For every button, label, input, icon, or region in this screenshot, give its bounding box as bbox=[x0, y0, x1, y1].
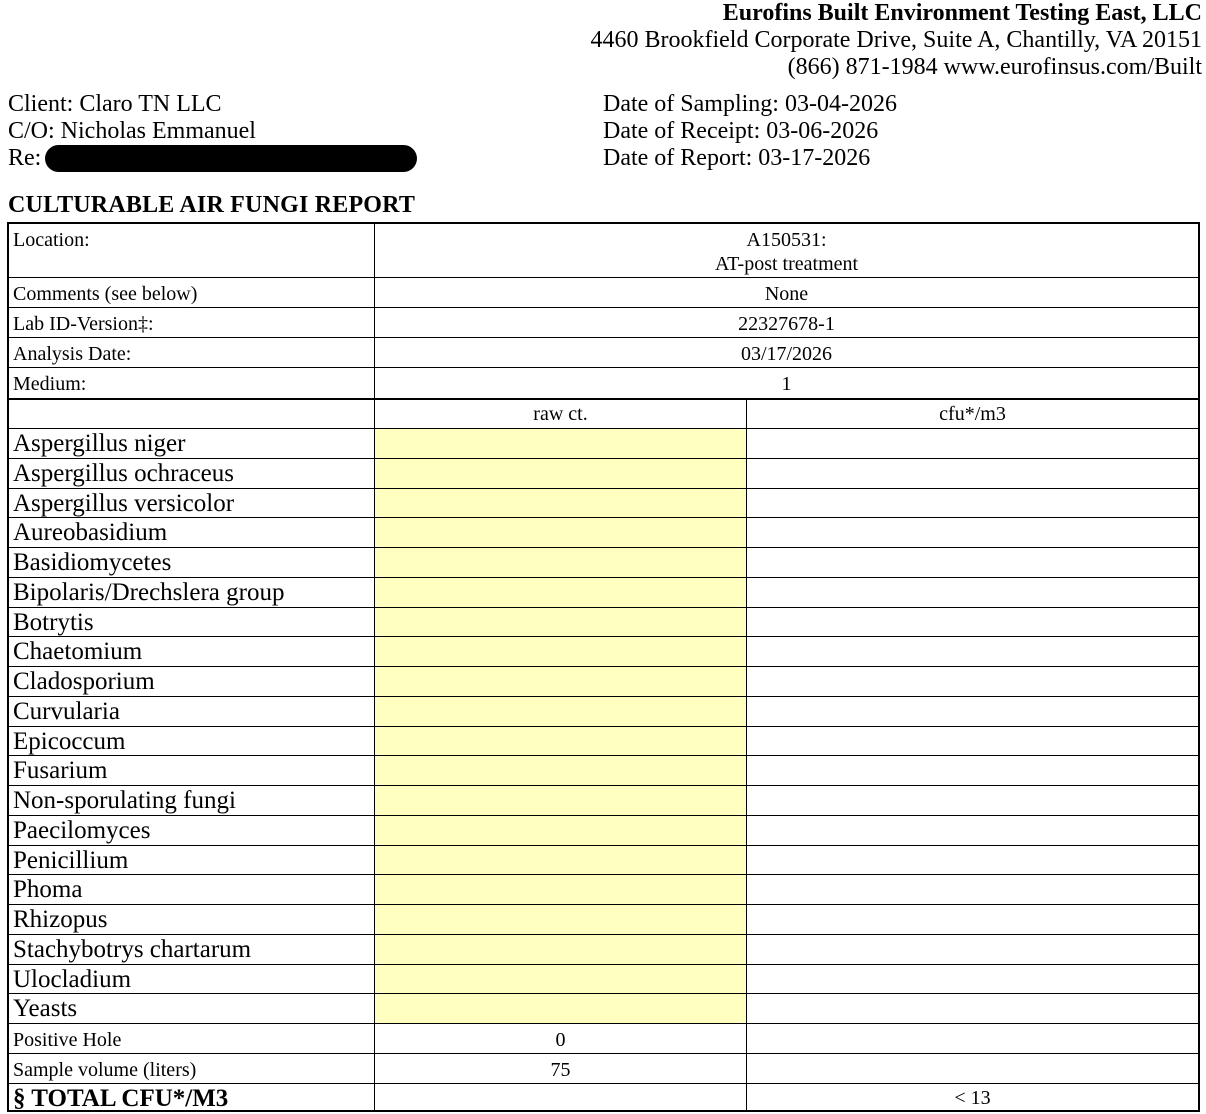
organism-row bbox=[9, 548, 1198, 578]
organism-raw-count bbox=[375, 637, 747, 666]
date-of-receipt: Date of Receipt: 03-06-2026 bbox=[603, 118, 879, 144]
organism-name: Fusarium bbox=[9, 756, 375, 785]
total-label: § TOTAL CFU*/M3 bbox=[9, 1084, 375, 1110]
raw-count-header: raw ct. bbox=[375, 400, 747, 428]
comments-value: None bbox=[764, 283, 809, 305]
lab-id-label: Lab ID-Version‡: bbox=[9, 308, 375, 337]
organism-name: Chaetomium bbox=[9, 637, 375, 666]
organism-row bbox=[9, 429, 1198, 459]
organism-cfu bbox=[747, 429, 1198, 458]
organism-cfu bbox=[747, 518, 1198, 547]
sample-volume-row bbox=[9, 1054, 1198, 1084]
organism-cfu bbox=[747, 667, 1198, 696]
column-header-blank bbox=[9, 400, 375, 428]
re-line bbox=[8, 145, 417, 172]
organism-row bbox=[9, 697, 1198, 727]
organism-raw-count bbox=[375, 608, 747, 637]
organism-name: Cladosporium bbox=[9, 667, 375, 696]
organism-cfu bbox=[747, 697, 1198, 726]
organism-name: Aureobasidium bbox=[9, 518, 375, 547]
medium-label: Medium: bbox=[9, 368, 375, 398]
organism-name: Aspergillus niger bbox=[9, 429, 375, 458]
sample-volume-cfu bbox=[747, 1054, 1198, 1083]
organism-raw-count bbox=[375, 489, 747, 518]
comments-row bbox=[9, 278, 1198, 308]
organism-cfu bbox=[747, 608, 1198, 637]
organism-row bbox=[9, 727, 1198, 757]
organism-raw-count bbox=[375, 786, 747, 815]
organism-raw-count bbox=[375, 667, 747, 696]
organism-raw-count bbox=[375, 994, 747, 1023]
re-label: Re: bbox=[8, 145, 42, 171]
organism-row bbox=[9, 875, 1198, 905]
organism-raw-count bbox=[375, 548, 747, 577]
organism-raw-count bbox=[375, 875, 747, 904]
organism-name: Paecilomyces bbox=[9, 816, 375, 845]
organism-row bbox=[9, 994, 1198, 1024]
organism-cfu bbox=[747, 816, 1198, 845]
organism-cfu bbox=[747, 875, 1198, 904]
organism-raw-count bbox=[375, 905, 747, 934]
location-label: Location: bbox=[9, 224, 375, 277]
organism-cfu bbox=[747, 578, 1198, 607]
organism-raw-count bbox=[375, 965, 747, 994]
organism-cfu bbox=[747, 994, 1198, 1023]
organism-row bbox=[9, 489, 1198, 519]
column-header-row bbox=[9, 400, 1198, 429]
comments-label: Comments (see below) bbox=[9, 278, 375, 307]
medium-value: 1 bbox=[781, 373, 792, 395]
lab-address: 4460 Brookfield Corporate Drive, Suite A, Chantilly, VA 20151 bbox=[590, 27, 1202, 53]
organism-cfu bbox=[747, 756, 1198, 785]
organism-row bbox=[9, 965, 1198, 995]
redaction-bar bbox=[45, 145, 417, 172]
lab-contact: (866) 871-1984 www.eurofinsus.com/Built bbox=[787, 54, 1202, 80]
organism-row bbox=[9, 756, 1198, 786]
organism-name: Stachybotrys chartarum bbox=[9, 935, 375, 964]
organism-row bbox=[9, 905, 1198, 935]
organism-name: Non-sporulating fungi bbox=[9, 786, 375, 815]
organism-row bbox=[9, 935, 1198, 965]
organism-name: Phoma bbox=[9, 875, 375, 904]
organism-raw-count bbox=[375, 727, 747, 756]
organism-cfu bbox=[747, 548, 1198, 577]
report-title: CULTURABLE AIR FUNGI REPORT bbox=[8, 192, 416, 218]
organism-name: Penicillium bbox=[9, 846, 375, 875]
organism-raw-count bbox=[375, 846, 747, 875]
organism-cfu bbox=[747, 637, 1198, 666]
organism-row bbox=[9, 846, 1198, 876]
organism-raw-count bbox=[375, 518, 747, 547]
organism-row bbox=[9, 667, 1198, 697]
organism-name: Aspergillus ochraceus bbox=[9, 459, 375, 488]
organism-raw-count bbox=[375, 578, 747, 607]
organism-cfu bbox=[747, 935, 1198, 964]
organism-row bbox=[9, 816, 1198, 846]
lab-id-value: 22327678-1 bbox=[738, 313, 835, 335]
organism-name: Rhizopus bbox=[9, 905, 375, 934]
organism-name: Curvularia bbox=[9, 697, 375, 726]
organism-name: Basidiomycetes bbox=[9, 548, 375, 577]
organism-cfu bbox=[747, 459, 1198, 488]
organism-raw-count bbox=[375, 756, 747, 785]
total-row bbox=[9, 1084, 1198, 1110]
positive-hole-cfu bbox=[747, 1024, 1198, 1053]
organism-name: Ulocladium bbox=[9, 965, 375, 994]
organism-cfu bbox=[747, 905, 1198, 934]
client-line: Client: Claro TN LLC bbox=[8, 91, 222, 117]
organism-cfu bbox=[747, 786, 1198, 815]
organism-name: Epicoccum bbox=[9, 727, 375, 756]
analysis-date-value: 03/17/2026 bbox=[740, 343, 833, 365]
medium-row bbox=[9, 368, 1198, 400]
co-line: C/O: Nicholas Emmanuel bbox=[8, 118, 256, 144]
organism-raw-count bbox=[375, 816, 747, 845]
organism-raw-count bbox=[375, 429, 747, 458]
organism-row bbox=[9, 578, 1198, 608]
analysis-date-row bbox=[9, 338, 1198, 368]
organism-cfu bbox=[747, 727, 1198, 756]
dates-block bbox=[603, 91, 897, 172]
cfu-header: cfu*/m3 bbox=[939, 403, 1006, 425]
location-row bbox=[9, 224, 1198, 278]
positive-hole-label: Positive Hole bbox=[9, 1024, 375, 1053]
organism-name: Botrytis bbox=[9, 608, 375, 637]
analysis-date-label: Analysis Date: bbox=[9, 338, 375, 367]
organism-name: Bipolaris/Drechslera group bbox=[9, 578, 375, 607]
organism-raw-count bbox=[375, 697, 747, 726]
lab-name: Eurofins Built Environment Testing East, LLC bbox=[722, 0, 1202, 26]
total-raw bbox=[375, 1084, 747, 1110]
organism-cfu bbox=[747, 965, 1198, 994]
organism-cfu bbox=[747, 489, 1198, 518]
positive-hole-value: 0 bbox=[375, 1024, 747, 1053]
organism-raw-count bbox=[375, 459, 747, 488]
organism-raw-count bbox=[375, 935, 747, 964]
organism-row bbox=[9, 518, 1198, 548]
organism-row bbox=[9, 786, 1198, 816]
total-value: < 13 bbox=[954, 1087, 991, 1109]
lab-header bbox=[590, 0, 1202, 81]
organism-row bbox=[9, 608, 1198, 638]
location-id: A150531: bbox=[746, 229, 827, 251]
positive-hole-row bbox=[9, 1024, 1198, 1054]
sample-volume-value: 75 bbox=[375, 1054, 747, 1083]
organism-name: Aspergillus versicolor bbox=[9, 489, 375, 518]
client-block bbox=[8, 91, 417, 172]
fungi-report-table bbox=[7, 222, 1200, 1112]
organism-name: Yeasts bbox=[9, 994, 375, 1023]
location-value bbox=[375, 224, 1198, 277]
date-of-report: Date of Report: 03-17-2026 bbox=[603, 145, 871, 171]
location-description: AT-post treatment bbox=[714, 253, 859, 275]
organism-cfu bbox=[747, 846, 1198, 875]
date-of-sampling: Date of Sampling: 03-04-2026 bbox=[603, 91, 897, 117]
sample-volume-label: Sample volume (liters) bbox=[9, 1054, 375, 1083]
organism-row bbox=[9, 637, 1198, 667]
organism-row bbox=[9, 459, 1198, 489]
lab-id-row bbox=[9, 308, 1198, 338]
